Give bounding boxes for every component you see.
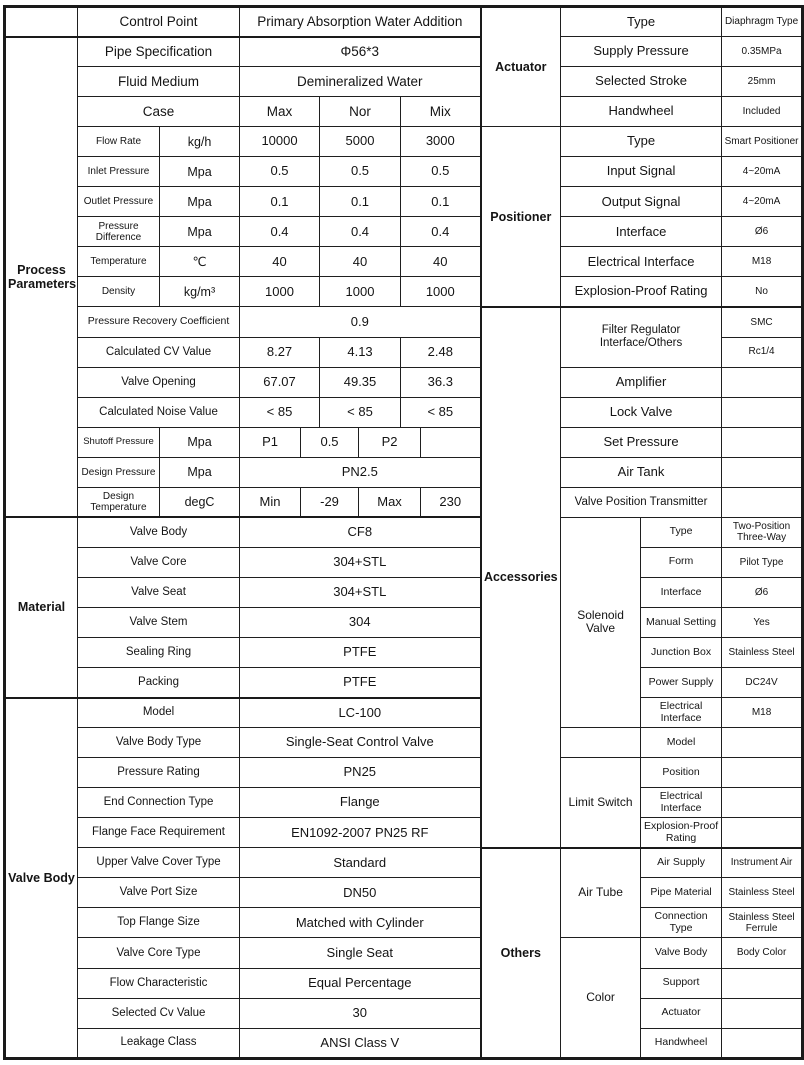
temperature-name: Temperature — [78, 247, 160, 277]
filter-regulator-value-1: SMC — [722, 307, 803, 337]
pressure-recovery-coefficient-value: 0.9 — [240, 307, 481, 337]
positioner-type-label: Type — [561, 127, 722, 157]
solenoid-interface-label: Interface — [641, 577, 722, 607]
shutoff-pressure-name: Shutoff Pressure — [78, 427, 160, 457]
amplifier-value — [722, 367, 803, 397]
table-row — [5, 517, 803, 547]
valve-opening-max: 67.07 — [240, 367, 320, 397]
section-label-material: Material — [5, 517, 78, 697]
solenoid-junction-box-label: Junction Box — [641, 637, 722, 667]
color-valve-body-value: Body Color — [722, 938, 803, 968]
flange-face-requirement-value: EN1092-2007 PN25 RF — [240, 818, 481, 848]
output-signal-value: 4~20mA — [722, 187, 803, 217]
packing-label: Packing — [78, 668, 240, 698]
filter-regulator-label: Filter Regulator Interface/Others — [561, 307, 722, 367]
design-pressure-value: PN2.5 — [240, 457, 481, 487]
table-row — [5, 908, 803, 938]
valve-core-value: 304+STL — [240, 547, 481, 577]
valve-body-type-value: Single-Seat Control Valve — [240, 728, 481, 758]
top-flange-size-label: Top Flange Size — [78, 908, 240, 938]
valve-opening-mix: 36.3 — [401, 367, 481, 397]
fluid-medium-label: Fluid Medium — [78, 67, 240, 97]
model-label: Model — [78, 698, 240, 728]
section-label-process-parameters: Process Parameters — [5, 37, 78, 518]
supply-pressure-value: 0.35MPa — [722, 37, 803, 67]
inlet-pressure-name: Inlet Pressure — [78, 157, 160, 187]
valve-position-transmitter-value — [722, 487, 803, 517]
limit-switch-position-value — [722, 758, 803, 788]
table-row — [5, 848, 803, 878]
solenoid-manual-setting-label: Manual Setting — [641, 607, 722, 637]
selected-cv-value-value: 30 — [240, 998, 481, 1028]
table-row — [5, 97, 803, 127]
calculated-cv-nor: 4.13 — [320, 337, 401, 367]
limit-switch-electrical-interface-label: Electrical Interface — [641, 788, 722, 818]
table-row — [5, 67, 803, 97]
selected-stroke-value: 25mm — [722, 67, 803, 97]
air-tank-value — [722, 457, 803, 487]
filter-regulator-value-2: Rc1/4 — [722, 337, 803, 367]
handwheel-value: Included — [722, 97, 803, 127]
table-row — [5, 998, 803, 1028]
table-row — [5, 187, 803, 217]
valve-opening-label: Valve Opening — [78, 367, 240, 397]
set-pressure-label: Set Pressure — [561, 427, 722, 457]
table-row — [5, 157, 803, 187]
density-mix: 1000 — [401, 277, 481, 307]
solenoid-form-label: Form — [641, 547, 722, 577]
flange-face-requirement-label: Flange Face Requirement — [78, 818, 240, 848]
case-col-mix: Mix — [401, 97, 481, 127]
table-row — [5, 788, 803, 818]
color-handwheel-label: Handwheel — [641, 1028, 722, 1058]
limit-switch-position-label: Position — [641, 758, 722, 788]
color-support-label: Support — [641, 968, 722, 998]
section-label-valve-body: Valve Body — [5, 698, 78, 1059]
pressure-difference-mix: 0.4 — [401, 217, 481, 247]
section-label-others: Others — [481, 848, 561, 1059]
table-row — [5, 217, 803, 247]
pressure-difference-max: 0.4 — [240, 217, 320, 247]
section-label-positioner: Positioner — [481, 127, 561, 307]
valve-position-transmitter-label: Valve Position Transmitter — [561, 487, 722, 517]
table-row — [5, 487, 803, 517]
calculated-noise-nor: < 85 — [320, 397, 401, 427]
case-label: Case — [78, 97, 240, 127]
table-row — [5, 1028, 803, 1058]
inlet-pressure-unit: Mpa — [160, 157, 240, 187]
packing-value: PTFE — [240, 668, 481, 698]
solenoid-type-value: Two-Position Three-Way — [722, 517, 803, 547]
flow-characteristic-label: Flow Characteristic — [78, 968, 240, 998]
solenoid-power-supply-label: Power Supply — [641, 668, 722, 698]
outlet-pressure-mix: 0.1 — [401, 187, 481, 217]
flow-rate-unit: kg/h — [160, 127, 240, 157]
shutoff-pressure-c4 — [421, 427, 481, 457]
table-row — [5, 968, 803, 998]
material-valve-body-value: CF8 — [240, 517, 481, 547]
selected-stroke-label: Selected Stroke — [561, 67, 722, 97]
solenoid-form-value: Pilot Type — [722, 547, 803, 577]
electrical-interface-value: M18 — [722, 247, 803, 277]
inlet-pressure-nor: 0.5 — [320, 157, 401, 187]
valve-seat-label: Valve Seat — [78, 577, 240, 607]
pressure-recovery-coefficient-label: Pressure Recovery Coefficient — [78, 307, 240, 337]
flow-rate-name: Flow Rate — [78, 127, 160, 157]
connection-type-value: Stainless Steel Ferrule — [722, 908, 803, 938]
color-handwheel-value — [722, 1028, 803, 1058]
density-unit: kg/m³ — [160, 277, 240, 307]
inlet-pressure-mix: 0.5 — [401, 157, 481, 187]
table-row — [5, 698, 803, 728]
limit-switch-model-value — [722, 728, 803, 758]
calculated-noise-mix: < 85 — [401, 397, 481, 427]
design-pressure-name: Design Pressure — [78, 457, 160, 487]
temperature-unit: ℃ — [160, 247, 240, 277]
valve-core-label: Valve Core — [78, 547, 240, 577]
pipe-specification-label: Pipe Specification — [78, 37, 240, 67]
table-row — [5, 637, 803, 667]
table-row — [5, 547, 803, 577]
table-row — [5, 7, 803, 37]
lock-valve-label: Lock Valve — [561, 397, 722, 427]
section-label-accessories: Accessories — [481, 307, 561, 848]
positioner-type-value: Smart Positioner — [722, 127, 803, 157]
valve-stem-value: 304 — [240, 607, 481, 637]
positioner-interface-value: Ø6 — [722, 217, 803, 247]
valve-spec-table — [3, 5, 804, 1060]
table-row — [5, 668, 803, 698]
solenoid-electrical-interface-value: M18 — [722, 698, 803, 728]
inlet-pressure-max: 0.5 — [240, 157, 320, 187]
input-signal-label: Input Signal — [561, 157, 722, 187]
flow-rate-mix: 3000 — [401, 127, 481, 157]
pipe-material-value: Stainless Steel — [722, 878, 803, 908]
control-point-value: Primary Absorption Water Addition — [240, 7, 481, 37]
pressure-difference-name: Pressure Difference — [78, 217, 160, 247]
table-row — [5, 607, 803, 637]
end-connection-type-label: End Connection Type — [78, 788, 240, 818]
valve-core-type-value: Single Seat — [240, 938, 481, 968]
limit-switch-explosion-proof-label: Explosion-Proof Rating — [641, 818, 722, 848]
group-label-color: Color — [561, 938, 641, 1059]
top-flange-size-value: Matched with Cylinder — [240, 908, 481, 938]
upper-valve-cover-type-label: Upper Valve Cover Type — [78, 848, 240, 878]
design-temperature-min-value: -29 — [301, 487, 359, 517]
outlet-pressure-max: 0.1 — [240, 187, 320, 217]
pressure-difference-unit: Mpa — [160, 217, 240, 247]
actuator-type-label: Type — [561, 7, 722, 37]
outlet-pressure-nor: 0.1 — [320, 187, 401, 217]
limit-switch-explosion-proof-value — [722, 818, 803, 848]
lock-valve-value — [722, 397, 803, 427]
limit-switch-model-label: Model — [641, 728, 722, 758]
model-value: LC-100 — [240, 698, 481, 728]
case-col-nor: Nor — [320, 97, 401, 127]
shutoff-pressure-c1: P1 — [240, 427, 301, 457]
design-temperature-max-label: Max — [359, 487, 421, 517]
pipe-material-label: Pipe Material — [641, 878, 722, 908]
temperature-nor: 40 — [320, 247, 401, 277]
selected-cv-value-label: Selected Cv Value — [78, 998, 240, 1028]
corner-empty-cell — [5, 7, 78, 37]
color-support-value — [722, 968, 803, 998]
calculated-noise-label: Calculated Noise Value — [78, 397, 240, 427]
temperature-max: 40 — [240, 247, 320, 277]
air-supply-value: Instrument Air — [722, 848, 803, 878]
explosion-proof-rating-label: Explosion-Proof Rating — [561, 277, 722, 307]
positioner-interface-label: Interface — [561, 217, 722, 247]
table-row — [5, 728, 803, 758]
color-actuator-value — [722, 998, 803, 1028]
actuator-type-value: Diaphragm Type — [722, 7, 803, 37]
table-row — [5, 277, 803, 307]
shutoff-pressure-c3: P2 — [359, 427, 421, 457]
calculated-noise-max: < 85 — [240, 397, 320, 427]
table-row — [5, 307, 803, 337]
control-point-label: Control Point — [78, 7, 240, 37]
amplifier-label: Amplifier — [561, 367, 722, 397]
connection-type-label: Connection Type — [641, 908, 722, 938]
group-label-air-tube: Air Tube — [561, 848, 641, 938]
design-temperature-min-label: Min — [240, 487, 301, 517]
table-row — [5, 367, 803, 397]
upper-valve-cover-type-value: Standard — [240, 848, 481, 878]
calculated-cv-max: 8.27 — [240, 337, 320, 367]
end-connection-type-value: Flange — [240, 788, 481, 818]
pipe-specification-value: Φ56*3 — [240, 37, 481, 67]
table-row — [5, 457, 803, 487]
outlet-pressure-unit: Mpa — [160, 187, 240, 217]
density-max: 1000 — [240, 277, 320, 307]
table-row — [5, 397, 803, 427]
table-row — [5, 37, 803, 67]
fluid-medium-value: Demineralized Water — [240, 67, 481, 97]
supply-pressure-label: Supply Pressure — [561, 37, 722, 67]
temperature-mix: 40 — [401, 247, 481, 277]
table-row — [5, 878, 803, 908]
calculated-cv-label: Calculated CV Value — [78, 337, 240, 367]
design-temperature-unit: degC — [160, 487, 240, 517]
handwheel-label: Handwheel — [561, 97, 722, 127]
table-row — [5, 818, 803, 848]
input-signal-value: 4~20mA — [722, 157, 803, 187]
flow-characteristic-value: Equal Percentage — [240, 968, 481, 998]
density-name: Density — [78, 277, 160, 307]
limit-switch-electrical-interface-value — [722, 788, 803, 818]
pressure-rating-label: Pressure Rating — [78, 758, 240, 788]
valve-seat-value: 304+STL — [240, 577, 481, 607]
flow-rate-nor: 5000 — [320, 127, 401, 157]
section-label-actuator: Actuator — [481, 7, 561, 127]
shutoff-pressure-unit: Mpa — [160, 427, 240, 457]
color-actuator-label: Actuator — [641, 998, 722, 1028]
density-nor: 1000 — [320, 277, 401, 307]
set-pressure-value — [722, 427, 803, 457]
output-signal-label: Output Signal — [561, 187, 722, 217]
electrical-interface-label: Electrical Interface — [561, 247, 722, 277]
explosion-proof-rating-value: No — [722, 277, 803, 307]
table-row — [5, 577, 803, 607]
design-temperature-name: Design Temperature — [78, 487, 160, 517]
material-valve-body-label: Valve Body — [78, 517, 240, 547]
solenoid-power-supply-value: DC24V — [722, 668, 803, 698]
solenoid-type-label: Type — [641, 517, 722, 547]
sealing-ring-label: Sealing Ring — [78, 637, 240, 667]
valve-stem-label: Valve Stem — [78, 607, 240, 637]
group-label-limit-switch: Limit Switch — [561, 758, 641, 848]
outlet-pressure-name: Outlet Pressure — [78, 187, 160, 217]
leakage-class-value: ANSI Class V — [240, 1028, 481, 1058]
case-col-max: Max — [240, 97, 320, 127]
table-row — [5, 247, 803, 277]
sealing-ring-value: PTFE — [240, 637, 481, 667]
solenoid-electrical-interface-label: Electrical Interface — [641, 698, 722, 728]
flow-rate-max: 10000 — [240, 127, 320, 157]
table-row — [5, 427, 803, 457]
design-pressure-unit: Mpa — [160, 457, 240, 487]
color-valve-body-label: Valve Body — [641, 938, 722, 968]
solenoid-manual-setting-value: Yes — [722, 607, 803, 637]
shutoff-pressure-c2: 0.5 — [301, 427, 359, 457]
table-row — [5, 938, 803, 968]
solenoid-junction-box-value: Stainless Steel — [722, 637, 803, 667]
group-label-solenoid-valve: Solenoid Valve — [561, 517, 641, 727]
valve-opening-nor: 49.35 — [320, 367, 401, 397]
valve-body-type-label: Valve Body Type — [78, 728, 240, 758]
pressure-difference-nor: 0.4 — [320, 217, 401, 247]
air-tank-label: Air Tank — [561, 457, 722, 487]
design-temperature-max-value: 230 — [421, 487, 481, 517]
solenoid-interface-value: Ø6 — [722, 577, 803, 607]
valve-core-type-label: Valve Core Type — [78, 938, 240, 968]
limit-switch-spacer-cell — [561, 728, 641, 758]
calculated-cv-mix: 2.48 — [401, 337, 481, 367]
valve-port-size-value: DN50 — [240, 878, 481, 908]
leakage-class-label: Leakage Class — [78, 1028, 240, 1058]
table-row — [5, 758, 803, 788]
table-row — [5, 127, 803, 157]
valve-port-size-label: Valve Port Size — [78, 878, 240, 908]
pressure-rating-value: PN25 — [240, 758, 481, 788]
air-supply-label: Air Supply — [641, 848, 722, 878]
